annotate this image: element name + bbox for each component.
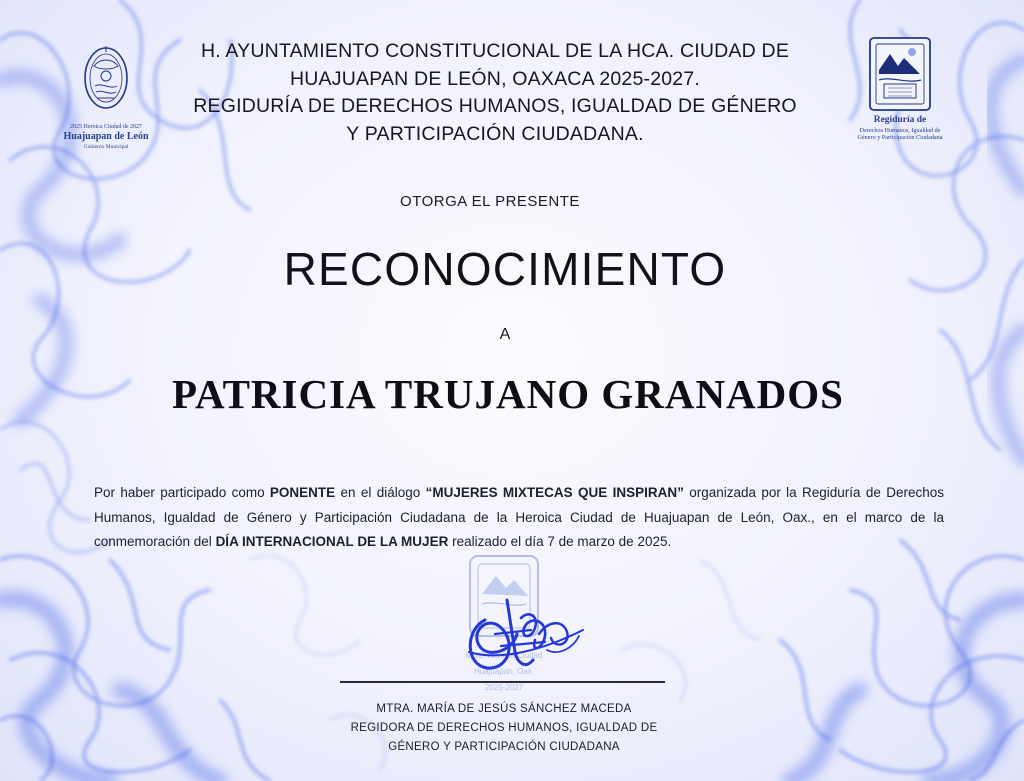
- logo-left-sub-text: Gobierno Municipal: [83, 144, 129, 150]
- municipal-logo: [58, 42, 154, 154]
- logo-right-line2: Derechos Humanos, Igualdad de: [859, 127, 941, 134]
- seal-text-3: 2025-2027: [484, 683, 524, 692]
- body-bold-event: “MUJERES MIXTECAS QUE INSPIRAN”: [425, 485, 684, 500]
- signer-title-line-1: REGIDORA DE DERECHOS HUMANOS, IGUALDAD DE: [350, 722, 658, 734]
- signer-block: [0, 700, 1008, 757]
- header-line-2: HUAJUAPAN DE LEÓN, OAXACA 2025-2027.: [289, 67, 700, 90]
- body-part-2: en el diálogo: [335, 485, 426, 500]
- certificate-title: RECONOCIMIENTO: [283, 243, 727, 295]
- body-part-4: realizado el día 7 de marzo de 2025.: [448, 534, 672, 549]
- recipient-name: PATRICIA TRUJANO GRANADOS: [172, 371, 844, 417]
- body-part-3: organizada por la Regiduría de Derechos Humanos, Igualdad de Género y Participación Ciudadana de la Heroica Ciudad de Huajuapan de León, Oax., en el marco de la conmemoración del: [94, 485, 944, 549]
- header-line-4: Y PARTICIPACIÓN CIUDADANA.: [346, 122, 644, 145]
- signer-title-line-2: GÉNERO Y PARTICIPACIÓN CIUDADANA: [388, 741, 620, 753]
- seal-text-1: Mpio. Heroica Ciudad: [465, 651, 543, 660]
- logo-left-top-text: 2025 Heroica Ciudad de 2027: [70, 124, 142, 130]
- regiduria-emblem-icon: [846, 34, 954, 114]
- logo-left-main-text: Huajuapan de León: [63, 131, 149, 142]
- body-part-1: Por haber participado como: [94, 485, 270, 500]
- signature-line: [340, 681, 665, 683]
- signer-name: MTRA. MARÍA DE JESÚS SÁNCHEZ MACEDA: [376, 703, 632, 715]
- preposition-a: A: [499, 326, 511, 343]
- otorga-text: OTORGA EL PRESENTE: [400, 193, 580, 210]
- municipal-emblem-icon: [58, 42, 154, 122]
- header-line-3: REGIDURÍA DE DERECHOS HUMANOS, IGUALDAD DE GÉNERO: [193, 95, 797, 117]
- certificate-header: [170, 38, 820, 148]
- seal-text-2: Huajuapan, Oax.: [473, 667, 535, 676]
- logo-right-line1: Regiduría de: [873, 115, 927, 125]
- header-line-1: H. AYUNTAMIENTO CONSTITUCIONAL DE LA HCA. CIUDAD DE: [200, 40, 790, 62]
- body-bold-dia: DÍA INTERNACIONAL DE LA MUJER: [215, 534, 449, 549]
- handwritten-signature: [455, 590, 595, 685]
- regiduria-logo: [846, 34, 954, 146]
- logo-right-line3: Género y Participación Ciudadana: [857, 134, 943, 141]
- certificate-body: [94, 481, 944, 555]
- body-bold-ponente: PONENTE: [269, 485, 336, 500]
